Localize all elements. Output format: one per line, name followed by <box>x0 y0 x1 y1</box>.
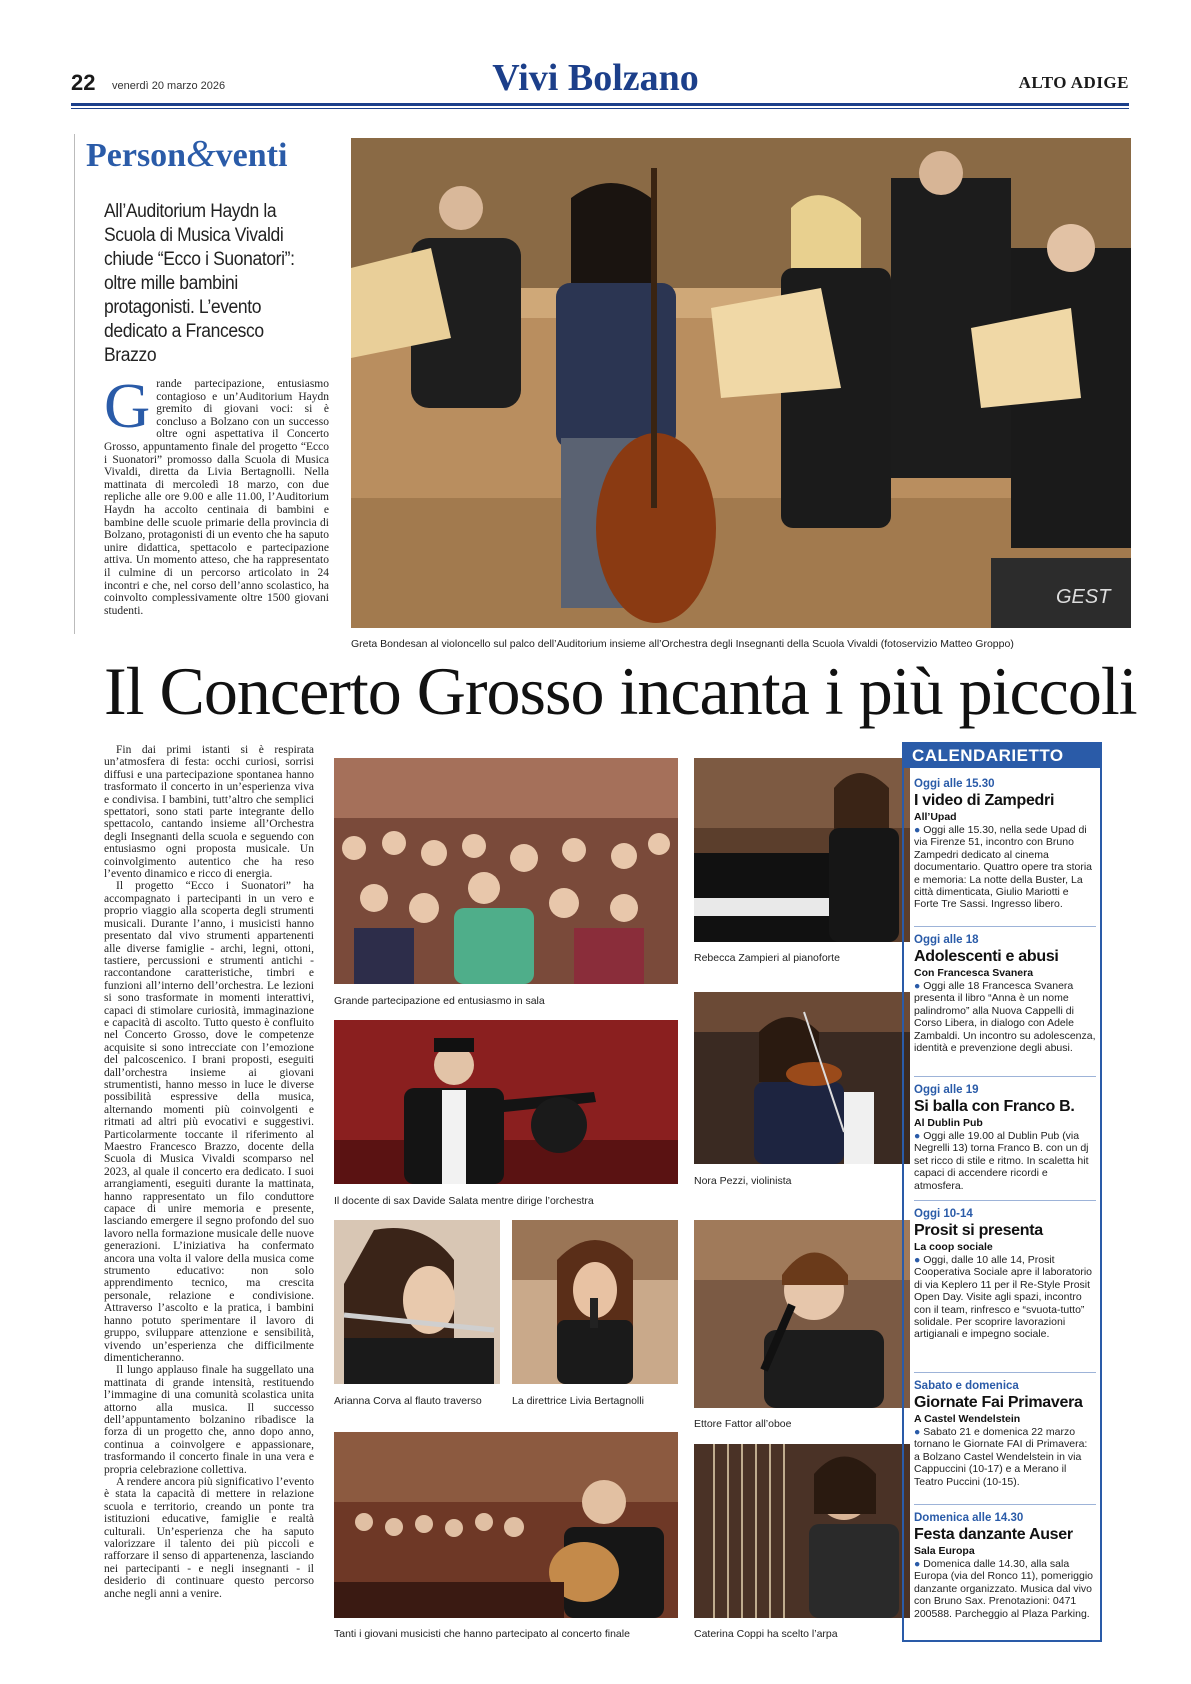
caption-piano: Rebecca Zampieri al pianoforte <box>694 952 840 964</box>
body-paragraph: Il lungo applauso finale ha suggellato una mattinata di grande intensità, restituendo l’immagine di una comunità scolastica unita attorno alla musica. Il successo dell’appuntamento bolzanino ribadisce la forza di un progetto che, anno dopo anno, continua a coinvolgere e appassionare, trasformando il concerto finale in una vera e propria celebrazione collettiva. <box>104 1364 314 1476</box>
photo-oboe <box>694 1220 910 1408</box>
calendar-item-when: Sabato e domenica <box>914 1380 1019 1392</box>
caption-director: La direttrice Livia Bertagnolli <box>512 1395 644 1407</box>
calendar-item-text <box>914 1254 1096 1341</box>
calendar-item-where: All’Upad <box>914 811 957 823</box>
calendar-item <box>914 778 1096 911</box>
calendar-item-body: Sabato 21 e domenica 22 marzo tornano le Giornate FAI di Primavera: a Bolzano Castel Wendelstein in via Cappuccini (10-17) e a Merano il Teatro Puccini (10-15). <box>914 1426 1088 1488</box>
calendar-item <box>914 934 1096 1054</box>
page-date: venerdì 20 marzo 2026 <box>112 80 226 92</box>
photo-crowd <box>334 758 678 984</box>
caption-violin: Nora Pezzi, violinista <box>694 1175 792 1187</box>
rubric-part2: venti <box>215 137 288 174</box>
bullet-icon: ● <box>914 824 924 836</box>
photo-group <box>334 1432 678 1618</box>
caption-group: Tanti i giovani musicisti che hanno partecipato al concerto finale <box>334 1628 630 1640</box>
calendar-item-body: Domenica dalle 14.30, alla sala Europa (via del Ronco 11), pomeriggio danzante organizzato. Musica dal vivo con Bruno Sax. Prenotazioni: 0471 200588. Parcheggio al Plaza Parking. <box>914 1558 1093 1620</box>
calendar-item-title: Prosit si presenta <box>914 1222 1043 1239</box>
calendar-item-title: Giornate Fai Primavera <box>914 1394 1083 1411</box>
body-paragraph: Il progetto “Ecco i Suonatori” ha accompagnato i partecipanti in un vero e proprio viaggio alla scoperta degli strumenti musicali. Durante l’anno, i musicisti hanno presentato dal vivo strumenti appartenenti alle diverse famiglie - archi, legni, ottoni, tastiere, percussioni e strumenti antichi - raccontandone caratteristiche, timbri e funzioni all’interno dell’orchestra. Le lezioni si sono trasformate in momenti interattivi, capaci di stimolare curiosità, immaginazione e capacità di ascolto. Tutto questo è confluito nel Concerto Grosso, dove le competenze acquisite si sono intrecciate con l’emozione del palcoscenico. I brani proposti, eseguiti dall’orchestra insieme ai giovani strumentisti, hanno messo in luce le diverse possibilità espressive della musica, alternando momenti più coinvolgenti e ritmati ad altri più evocativi e suggestivi. Particolarmente toccante il riferimento al Maestro Francesco Brazzo, docente della Scuola di Musica Vivaldi scomparso nel 2023, al quale il concerto era dedicato. I suoi arrangiamenti, eseguiti durante la mattinata, hanno rappresentato un filo conduttore capace di unire memoria e presente, lasciando emergere il segno profondo del suo lavoro nella formazione musicale delle nuove generazioni. L’iniziativa ha confermato ancora una volta il valore della musica come strumento educativo: non solo apprendimento tecnico, ma crescita personale, relazione e condivisione. Attraverso l’ascolto e la pratica, i bambini hanno potuto sperimentare il lavoro di gruppo, sviluppare attenzione e sensibilità, vivendo un’esperienza che difficilmente dimenticheranno. <box>104 880 314 1364</box>
bullet-icon: ● <box>914 1558 924 1570</box>
calendar-separator <box>914 1076 1096 1077</box>
calendar-item-when: Oggi alle 19 <box>914 1084 979 1096</box>
calendar-item <box>914 1084 1096 1192</box>
bullet-icon: ● <box>914 1130 924 1142</box>
photo-director <box>512 1220 678 1384</box>
calendar-item-title: Si balla con Franco B. <box>914 1098 1075 1115</box>
rubric-title <box>86 132 287 176</box>
calendar-item-where: La coop sociale <box>914 1241 993 1253</box>
header-rule-thin <box>71 108 1129 109</box>
calendar-item <box>914 1512 1096 1620</box>
calendar-item-body: Oggi, dalle 10 alle 14, Prosit Cooperativa Sociale apre il laboratorio di via Keplero 11 per il Re-Style Prosit Open Day. Visite agli spazi, incontro con il team, rinfresco e “svuota-tutto” solidale. Per scoprire lavorazioni artigianali e impegno sociale. <box>914 1254 1093 1341</box>
photo-conductor <box>334 1020 678 1184</box>
calendar-item-body: Oggi alle 18 Francesca Svanera presenta il libro “Anna è un nome palindromo” alla Nuova Cappelli di Corso Libera, in dialogo con Adele Zambaldi. Un incontro su adolescenza, identità e prevenzione degli abusi. <box>914 980 1096 1055</box>
calendar-item-body: Oggi alle 19.00 al Dublin Pub (via Negrelli 13) torna Franco B. con un dj set ricco di stile e ritmo. In scaletta hit capaci di accendere ricordi e atmosfera. <box>914 1130 1089 1192</box>
caption-conductor: Il docente di sax Davide Salata mentre dirige l’orchestra <box>334 1195 594 1207</box>
rubric-part1: Person <box>86 137 187 174</box>
calendar-item-text <box>914 1558 1096 1620</box>
calendar-item-text <box>914 980 1096 1054</box>
caption-crowd: Grande partecipazione ed entusiasmo in sala <box>334 995 545 1007</box>
calendar-item-when: Oggi 10-14 <box>914 1208 973 1220</box>
body-paragraph: A rendere ancora più significativo l’evento è stata la capacità di mettere in relazione scuola e territorio, creando un ponte tra istituzioni educative, famiglie e realtà culturali. Un’esperienza che ha saputo valorizzare il talento dei più piccoli e rafforzare il senso di appartenenza, lasciando nei partecipanti - e negli insegnanti - il desiderio di continuare questo percorso anche negli anni a venire. <box>104 1475 314 1600</box>
article-body <box>104 744 314 1600</box>
caption-oboe: Ettore Fattor all’oboe <box>694 1418 792 1430</box>
masthead: ALTO ADIGE <box>1018 73 1129 92</box>
main-photo-cellist-orchestra <box>351 138 1131 628</box>
photo-violin <box>694 992 910 1164</box>
caption-main: Greta Bondesan al violoncello sul palco dell’Auditorium insieme all’Orchestra degli Insegnanti della Scuola Vivaldi (fotoservizio Matteo Groppo) <box>351 638 1014 650</box>
calendar-item-where: Con Francesca Svanera <box>914 967 1034 979</box>
bullet-icon: ● <box>914 1254 924 1266</box>
intro-summary: All’Auditorium Haydn la Scuola di Musica Vivaldi chiude “Ecco i Suonatori”: oltre mille bambini protagonisti. L’evento dedicato a Francesco Brazzo <box>104 201 295 366</box>
calendar-item-title: Festa danzante Auser <box>914 1526 1073 1543</box>
column-rule <box>74 134 75 634</box>
calendar-item-text <box>914 1130 1096 1192</box>
calendar-separator <box>914 1504 1096 1505</box>
photo-harp <box>694 1444 910 1618</box>
dropcap: G <box>104 370 151 441</box>
calendar-title: CALENDARIETTO <box>904 744 1100 768</box>
section-title: Vivi Bolzano <box>492 57 699 99</box>
calendar-item-where: A Castel Wendelstein <box>914 1413 1021 1425</box>
rubric-amp: & <box>186 133 216 175</box>
photo-flute <box>334 1220 500 1384</box>
calendar-item-text <box>914 1426 1096 1488</box>
calendar-item-text <box>914 824 1096 911</box>
caption-harp: Caterina Coppi ha scelto l’arpa <box>694 1628 838 1640</box>
calendar-separator <box>914 1200 1096 1201</box>
calendar-item-where: Al Dublin Pub <box>914 1117 983 1129</box>
calendar-separator <box>914 1372 1096 1373</box>
bullet-icon: ● <box>914 1426 924 1438</box>
calendar-item-when: Oggi alle 15.30 <box>914 778 995 790</box>
bullet-icon: ● <box>914 980 924 992</box>
calendar-item <box>914 1380 1096 1488</box>
page-number: 22 <box>71 70 96 95</box>
header-rule <box>71 103 1129 106</box>
calendar-item-when: Oggi alle 18 <box>914 934 979 946</box>
calendar-separator <box>914 926 1096 927</box>
body-paragraph: Fin dai primi istanti si è respirata un’atmosfera di festa: occhi curiosi, sorrisi diffusi e una partecipazione spontanea hanno trasformato il concerto in un’esperienza viva e condivisa. I bambini, tutt’altro che semplici spettatori, sono stati parte integrante dello spettacolo, cantando insieme all’Orchestra degli Insegnanti della scuola e seguendo con entusiasmo ogni proposta musicale. Un coinvolgimento autentico che ha reso l’evento dinamico e ricco di energia. <box>104 744 314 881</box>
caption-flute: Arianna Corva al flauto traverso <box>334 1395 482 1407</box>
calendar-item-title: Adolescenti e abusi <box>914 948 1059 965</box>
calendar-item-title: I video di Zampedri <box>914 792 1055 809</box>
calendar-item-when: Domenica alle 14.30 <box>914 1512 1024 1524</box>
lead-text: rande partecipazione, entusiasmo contagioso e un’Auditorium Haydn gremito di giovani voci: si è concluso a Bolzano con un successo oltre ogni aspettativa il Concerto Grosso, appuntamento finale del progetto “Ecco i Suonatori” promosso dalla Scuola di Musica Vivaldi, diretta da Livia Bertagnolli. Nella mattinata di mercoledì 18 marzo, con due repliche alle ore 9.00 e alle 11.00, l’Auditorium Haydn ha accolto centinaia di bambini e bambine delle scuole primarie della provincia di Bolzano, protagonisti di un evento che ha saputo unire didattica, spettacolo e partecipazione attiva. Un momento atteso, che ha rappresentato il culmine di un percorso articolato in 24 incontri e che, nel corso dell’anno scolastico, ha coinvolto complessivamente oltre 1500 giovani studenti. <box>104 378 329 617</box>
calendar-item-where: Sala Europa <box>914 1545 975 1557</box>
lead-paragraph <box>104 370 329 617</box>
calendar-item <box>914 1208 1096 1341</box>
calendar-item-body: Oggi alle 15.30, nella sede Upad di via Firenze 51, incontro con Bruno Zampedri dedicato al cinema documentario. Quattro opere tra storia e memoria: La notte della Buster, La città dimenticata, Giulio Mariotti e Forte Tre Sassi. Ingresso libero. <box>914 824 1093 911</box>
photo-piano <box>694 758 910 942</box>
headline: Il Concerto Grosso incanta i più piccoli <box>104 653 1137 729</box>
calendar-box <box>902 742 1102 1642</box>
photo-watermark: GEST <box>1056 586 1111 608</box>
